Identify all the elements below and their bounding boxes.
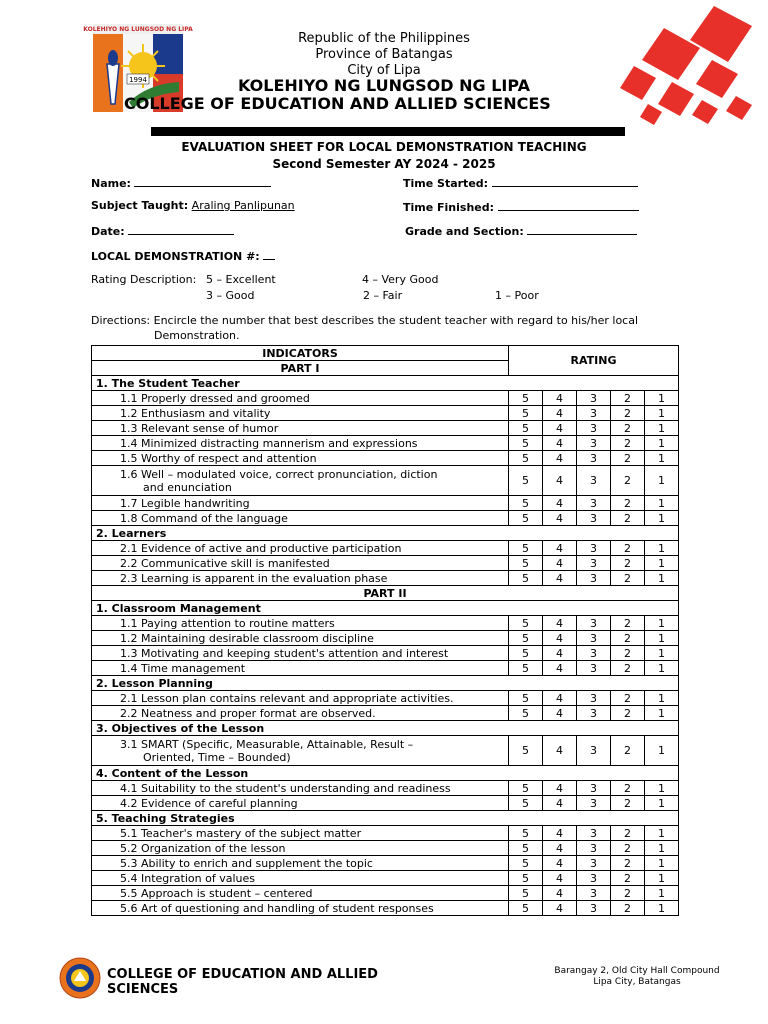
indicator-row — [92, 421, 679, 436]
indicator-row — [92, 571, 679, 586]
rating-option-4[interactable]: 4 — [543, 841, 577, 856]
rating-option-4[interactable]: 4 — [543, 406, 577, 421]
rating-5: 5 – Excellent — [206, 273, 276, 286]
semester-subtitle: Second Semester AY 2024 - 2025 — [272, 157, 496, 171]
indicator-row — [92, 646, 679, 661]
rating-option-3[interactable]: 3 — [577, 541, 611, 556]
section-heading: 1. The Student Teacher — [92, 376, 679, 391]
rating-option-3[interactable]: 3 — [577, 661, 611, 676]
time-finished-label: Time Finished: — [403, 201, 495, 214]
rating-option-3[interactable]: 3 — [577, 631, 611, 646]
rating-option-1[interactable]: 1 — [645, 451, 679, 466]
rating-option-1[interactable]: 1 — [645, 856, 679, 871]
rating-option-2[interactable]: 2 — [611, 841, 645, 856]
logo-year: 1994 — [129, 76, 147, 84]
directions-line1: Directions: Encircle the number that best describes the student teacher with regard to his/her local — [91, 314, 639, 327]
rating-option-5[interactable]: 5 — [509, 391, 543, 406]
rating-option-2[interactable]: 2 — [611, 661, 645, 676]
name-field[interactable] — [91, 175, 271, 191]
rating-option-2[interactable]: 2 — [611, 571, 645, 586]
rating-option-4[interactable]: 4 — [543, 856, 577, 871]
indicator-text: 1.4 Minimized distracting mannerism and expressions — [92, 436, 509, 451]
date-label: Date: — [91, 225, 125, 238]
indicator-row — [92, 901, 679, 916]
rating-option-5[interactable]: 5 — [509, 556, 543, 571]
rating-option-4[interactable]: 4 — [543, 616, 577, 631]
rating-option-4[interactable]: 4 — [543, 631, 577, 646]
section-heading: 2. Learners — [92, 526, 679, 541]
rating-option-2[interactable]: 2 — [611, 556, 645, 571]
time-started-label: Time Started: — [403, 177, 489, 190]
rating-option-4[interactable]: 4 — [543, 556, 577, 571]
rating-option-2[interactable]: 2 — [611, 436, 645, 451]
rating-option-5[interactable]: 5 — [509, 511, 543, 526]
rating-option-1[interactable]: 1 — [645, 466, 679, 496]
date-field[interactable] — [91, 223, 234, 239]
indicator-row — [92, 796, 679, 811]
rating-1: 1 – Poor — [495, 289, 539, 302]
rating-option-1[interactable]: 1 — [645, 421, 679, 436]
indicator-row — [92, 841, 679, 856]
subject-label: Subject Taught: — [91, 199, 189, 212]
rating-option-3[interactable]: 3 — [577, 466, 611, 496]
rating-option-2[interactable]: 2 — [611, 406, 645, 421]
rating-option-5[interactable]: 5 — [509, 616, 543, 631]
rating-option-3[interactable]: 3 — [577, 886, 611, 901]
indicator-row — [92, 451, 679, 466]
rating-option-4[interactable]: 4 — [543, 661, 577, 676]
indicator-row — [92, 691, 679, 706]
rating-option-1[interactable]: 1 — [645, 616, 679, 631]
rating-option-4[interactable]: 4 — [543, 736, 577, 766]
rating-option-3[interactable]: 3 — [577, 796, 611, 811]
rating-4: 4 – Very Good — [362, 273, 439, 286]
time-started-field[interactable] — [403, 175, 638, 191]
rating-option-3[interactable]: 3 — [577, 856, 611, 871]
rating-option-5[interactable]: 5 — [509, 496, 543, 511]
indicator-row — [92, 511, 679, 526]
rating-option-2[interactable]: 2 — [611, 496, 645, 511]
indicator-text: 1.3 Relevant sense of humor — [92, 421, 509, 436]
indicator-row — [92, 541, 679, 556]
rating-option-1[interactable]: 1 — [645, 541, 679, 556]
rating-option-5[interactable]: 5 — [509, 841, 543, 856]
indicator-row — [92, 496, 679, 511]
rating-option-2[interactable]: 2 — [611, 646, 645, 661]
indicator-text: 5.5 Approach is student – centered — [92, 886, 509, 901]
rating-option-2[interactable]: 2 — [611, 886, 645, 901]
rating-option-2[interactable]: 2 — [611, 781, 645, 796]
section-heading: 1. Classroom Management — [92, 601, 679, 616]
rating-option-3[interactable]: 3 — [577, 691, 611, 706]
rating-option-4[interactable]: 4 — [543, 826, 577, 841]
rating-option-5[interactable]: 5 — [509, 451, 543, 466]
rating-option-5[interactable]: 5 — [509, 901, 543, 916]
indicator-text: 1.1 Paying attention to routine matters — [92, 616, 509, 631]
indicator-row — [92, 436, 679, 451]
rating-3: 3 – Good — [206, 289, 255, 302]
rating-option-2[interactable]: 2 — [611, 511, 645, 526]
decorative-diamonds — [620, 4, 756, 128]
rating-option-1[interactable]: 1 — [645, 511, 679, 526]
rating-option-4[interactable]: 4 — [543, 391, 577, 406]
rating-option-5[interactable]: 5 — [509, 886, 543, 901]
rating-option-1[interactable]: 1 — [645, 391, 679, 406]
rating-option-3[interactable]: 3 — [577, 556, 611, 571]
indicator-text: 5.4 Integration of values — [92, 871, 509, 886]
rating-option-5[interactable]: 5 — [509, 781, 543, 796]
indicator-row — [92, 406, 679, 421]
header-college-name: COLLEGE OF EDUCATION AND ALLIED SCIENCES — [124, 94, 551, 113]
indicator-text: 1.8 Command of the language — [92, 511, 509, 526]
indicator-text-line1: 3.1 SMART (Specific, Measurable, Attainable, Result – — [120, 737, 414, 751]
indicator-text: 1.5 Worthy of respect and attention — [92, 451, 509, 466]
rating-header: RATING — [509, 346, 679, 376]
rating-option-5[interactable]: 5 — [509, 871, 543, 886]
rating-option-3[interactable]: 3 — [577, 736, 611, 766]
indicator-text: 5.1 Teacher's mastery of the subject matter — [92, 826, 509, 841]
rating-option-1[interactable]: 1 — [645, 706, 679, 721]
rating-option-5[interactable]: 5 — [509, 736, 543, 766]
rating-option-3[interactable]: 3 — [577, 496, 611, 511]
rating-option-1[interactable]: 1 — [645, 871, 679, 886]
rating-option-1[interactable]: 1 — [645, 691, 679, 706]
rating-option-2[interactable]: 2 — [611, 856, 645, 871]
indicator-text: 2.1 Evidence of active and productive participation — [92, 541, 509, 556]
rating-option-4[interactable]: 4 — [543, 646, 577, 661]
subject-value: Araling Panlipunan — [191, 199, 295, 212]
indicator-row — [92, 661, 679, 676]
rating-option-1[interactable]: 1 — [645, 841, 679, 856]
rating-option-2[interactable]: 2 — [611, 631, 645, 646]
rating-option-5[interactable]: 5 — [509, 421, 543, 436]
indicator-row — [92, 616, 679, 631]
rating-option-3[interactable]: 3 — [577, 826, 611, 841]
rating-option-3[interactable]: 3 — [577, 421, 611, 436]
demo-number-label: LOCAL DEMONSTRATION #: — [91, 250, 260, 263]
indicator-row — [92, 871, 679, 886]
indicator-row — [92, 856, 679, 871]
rating-option-1[interactable]: 1 — [645, 631, 679, 646]
rating-option-2[interactable]: 2 — [611, 616, 645, 631]
indicator-text: 5.3 Ability to enrich and supplement the topic — [92, 856, 509, 871]
rating-option-4[interactable]: 4 — [543, 571, 577, 586]
indicator-text — [92, 736, 509, 766]
name-blank[interactable] — [134, 175, 271, 187]
time-finished-blank[interactable] — [498, 199, 639, 211]
rating-option-2[interactable]: 2 — [611, 706, 645, 721]
rating-option-2[interactable]: 2 — [611, 421, 645, 436]
rating-option-3[interactable]: 3 — [577, 841, 611, 856]
rating-option-3[interactable]: 3 — [577, 706, 611, 721]
rating-option-2[interactable]: 2 — [611, 871, 645, 886]
indicator-text: 1.1 Properly dressed and groomed — [92, 391, 509, 406]
time-started-blank[interactable] — [492, 175, 638, 187]
part-label: PART I — [92, 361, 509, 376]
rating-option-4[interactable]: 4 — [543, 541, 577, 556]
rating-option-1[interactable]: 1 — [645, 571, 679, 586]
rating-option-4[interactable]: 4 — [543, 466, 577, 496]
rating-option-4[interactable]: 4 — [543, 436, 577, 451]
indicator-text-line2: Oriented, Time – Bounded) — [143, 750, 291, 764]
indicator-text: 5.6 Art of questioning and handling of student responses — [92, 901, 509, 916]
rating-option-2[interactable]: 2 — [611, 796, 645, 811]
demo-number-blank[interactable] — [263, 248, 275, 260]
rating-option-5[interactable]: 5 — [509, 466, 543, 496]
grade-section-blank[interactable] — [527, 223, 637, 235]
rating-description-label: Rating Description: — [91, 273, 197, 286]
section-heading: 4. Content of the Lesson — [92, 766, 679, 781]
rating-option-2[interactable]: 2 — [611, 901, 645, 916]
rating-option-5[interactable]: 5 — [509, 826, 543, 841]
indicator-row — [92, 391, 679, 406]
rating-option-4[interactable]: 4 — [543, 901, 577, 916]
name-label: Name: — [91, 177, 131, 190]
rating-option-4[interactable]: 4 — [543, 496, 577, 511]
footer-college-name: COLLEGE OF EDUCATION AND ALLIED SCIENCES — [107, 967, 378, 997]
rating-option-2[interactable]: 2 — [611, 451, 645, 466]
logo-arc-text: KOLEHIYO NG LUNGSOD NG LIPA — [83, 26, 193, 33]
indicator-row — [92, 706, 679, 721]
indicator-row — [92, 556, 679, 571]
indicator-text: 4.1 Suitability to the student's understanding and readiness — [92, 781, 509, 796]
indicator-text — [92, 466, 509, 496]
rating-option-4[interactable]: 4 — [543, 511, 577, 526]
rating-option-1[interactable]: 1 — [645, 781, 679, 796]
rating-option-5[interactable]: 5 — [509, 541, 543, 556]
demo-number-field[interactable] — [91, 248, 275, 264]
rating-option-5[interactable]: 5 — [509, 691, 543, 706]
indicator-text: 2.2 Neatness and proper format are observed. — [92, 706, 509, 721]
rating-option-1[interactable]: 1 — [645, 796, 679, 811]
indicator-text: 5.2 Organization of the lesson — [92, 841, 509, 856]
rating-option-5[interactable]: 5 — [509, 571, 543, 586]
rating-option-4[interactable]: 4 — [543, 421, 577, 436]
rating-option-3[interactable]: 3 — [577, 406, 611, 421]
rating-option-3[interactable]: 3 — [577, 781, 611, 796]
indicator-text: 1.3 Motivating and keeping student's attention and interest — [92, 646, 509, 661]
rating-option-1[interactable]: 1 — [645, 406, 679, 421]
directions-line2: Demonstration. — [154, 329, 240, 342]
rating-option-1[interactable]: 1 — [645, 661, 679, 676]
indicator-text-line1: 1.6 Well – modulated voice, correct pronunciation, diction — [120, 467, 438, 481]
footer-address-line2: Lipa City, Batangas — [593, 977, 681, 987]
indicator-text: 1.4 Time management — [92, 661, 509, 676]
rating-option-1[interactable]: 1 — [645, 826, 679, 841]
rating-option-5[interactable]: 5 — [509, 856, 543, 871]
indicator-text: 2.1 Lesson plan contains relevant and appropriate activities. — [92, 691, 509, 706]
rating-option-2[interactable]: 2 — [611, 736, 645, 766]
indicator-text: 2.3 Learning is apparent in the evaluation phase — [92, 571, 509, 586]
date-blank[interactable] — [128, 223, 234, 235]
indicator-text: 1.2 Maintaining desirable classroom discipline — [92, 631, 509, 646]
rating-option-3[interactable]: 3 — [577, 871, 611, 886]
rating-option-1[interactable]: 1 — [645, 736, 679, 766]
indicator-row — [92, 736, 679, 766]
section-heading: 3. Objectives of the Lesson — [92, 721, 679, 736]
evaluation-table — [91, 345, 679, 916]
indicator-row — [92, 466, 679, 496]
rating-option-3[interactable]: 3 — [577, 436, 611, 451]
indicator-text: 1.2 Enthusiasm and vitality — [92, 406, 509, 421]
header-republic: Republic of the Philippines — [298, 31, 470, 46]
rating-option-4[interactable]: 4 — [543, 796, 577, 811]
rating-option-5[interactable]: 5 — [509, 646, 543, 661]
rating-option-4[interactable]: 4 — [543, 871, 577, 886]
rating-option-2[interactable]: 2 — [611, 826, 645, 841]
rating-option-1[interactable]: 1 — [645, 556, 679, 571]
indicator-text: 1.7 Legible handwriting — [92, 496, 509, 511]
indicator-row — [92, 631, 679, 646]
rating-option-1[interactable]: 1 — [645, 436, 679, 451]
rating-option-5[interactable]: 5 — [509, 706, 543, 721]
indicator-text: 4.2 Evidence of careful planning — [92, 796, 509, 811]
header-school-name: KOLEHIYO NG LUNGSOD NG LIPA — [237, 76, 531, 95]
rating-option-1[interactable]: 1 — [645, 901, 679, 916]
indicator-row — [92, 781, 679, 796]
time-finished-field[interactable] — [403, 199, 639, 215]
rating-option-2[interactable]: 2 — [611, 541, 645, 556]
indicator-row — [92, 886, 679, 901]
section-heading: 2. Lesson Planning — [92, 676, 679, 691]
rating-option-3[interactable]: 3 — [577, 646, 611, 661]
rating-option-5[interactable]: 5 — [509, 436, 543, 451]
indicator-text: 2.2 Communicative skill is manifested — [92, 556, 509, 571]
rating-option-3[interactable]: 3 — [577, 616, 611, 631]
rating-option-1[interactable]: 1 — [645, 496, 679, 511]
rating-option-3[interactable]: 3 — [577, 901, 611, 916]
rating-option-3[interactable]: 3 — [577, 391, 611, 406]
header-city: City of Lipa — [347, 63, 421, 78]
document-title: EVALUATION SHEET FOR LOCAL DEMONSTRATION TEACHING — [181, 140, 587, 154]
rating-option-4[interactable]: 4 — [543, 451, 577, 466]
rating-option-3[interactable]: 3 — [577, 571, 611, 586]
rating-option-5[interactable]: 5 — [509, 631, 543, 646]
rating-option-5[interactable]: 5 — [509, 406, 543, 421]
header-province: Province of Batangas — [315, 47, 453, 62]
rating-option-2[interactable]: 2 — [611, 691, 645, 706]
subject-field — [91, 199, 295, 213]
footer-address-line1: Barangay 2, Old City Hall Compound — [554, 966, 720, 976]
rating-option-4[interactable]: 4 — [543, 706, 577, 721]
rating-option-1[interactable]: 1 — [645, 646, 679, 661]
college-seal — [59, 957, 101, 999]
indicator-text-line2: and enunciation — [143, 480, 232, 494]
rating-2: 2 – Fair — [363, 289, 403, 302]
rating-option-5[interactable]: 5 — [509, 796, 543, 811]
rating-option-1[interactable]: 1 — [645, 886, 679, 901]
rating-option-4[interactable]: 4 — [543, 886, 577, 901]
rating-option-4[interactable]: 4 — [543, 691, 577, 706]
rating-option-3[interactable]: 3 — [577, 511, 611, 526]
section-heading: 5. Teaching Strategies — [92, 811, 679, 826]
indicators-header: INDICATORS — [92, 346, 509, 361]
rating-option-5[interactable]: 5 — [509, 661, 543, 676]
rating-option-2[interactable]: 2 — [611, 466, 645, 496]
header-rule — [151, 127, 625, 136]
rating-option-3[interactable]: 3 — [577, 451, 611, 466]
grade-section-field[interactable] — [405, 223, 637, 239]
part-label: PART II — [92, 586, 679, 601]
grade-section-label: Grade and Section: — [405, 225, 524, 238]
rating-option-4[interactable]: 4 — [543, 781, 577, 796]
indicator-row — [92, 826, 679, 841]
rating-option-2[interactable]: 2 — [611, 391, 645, 406]
